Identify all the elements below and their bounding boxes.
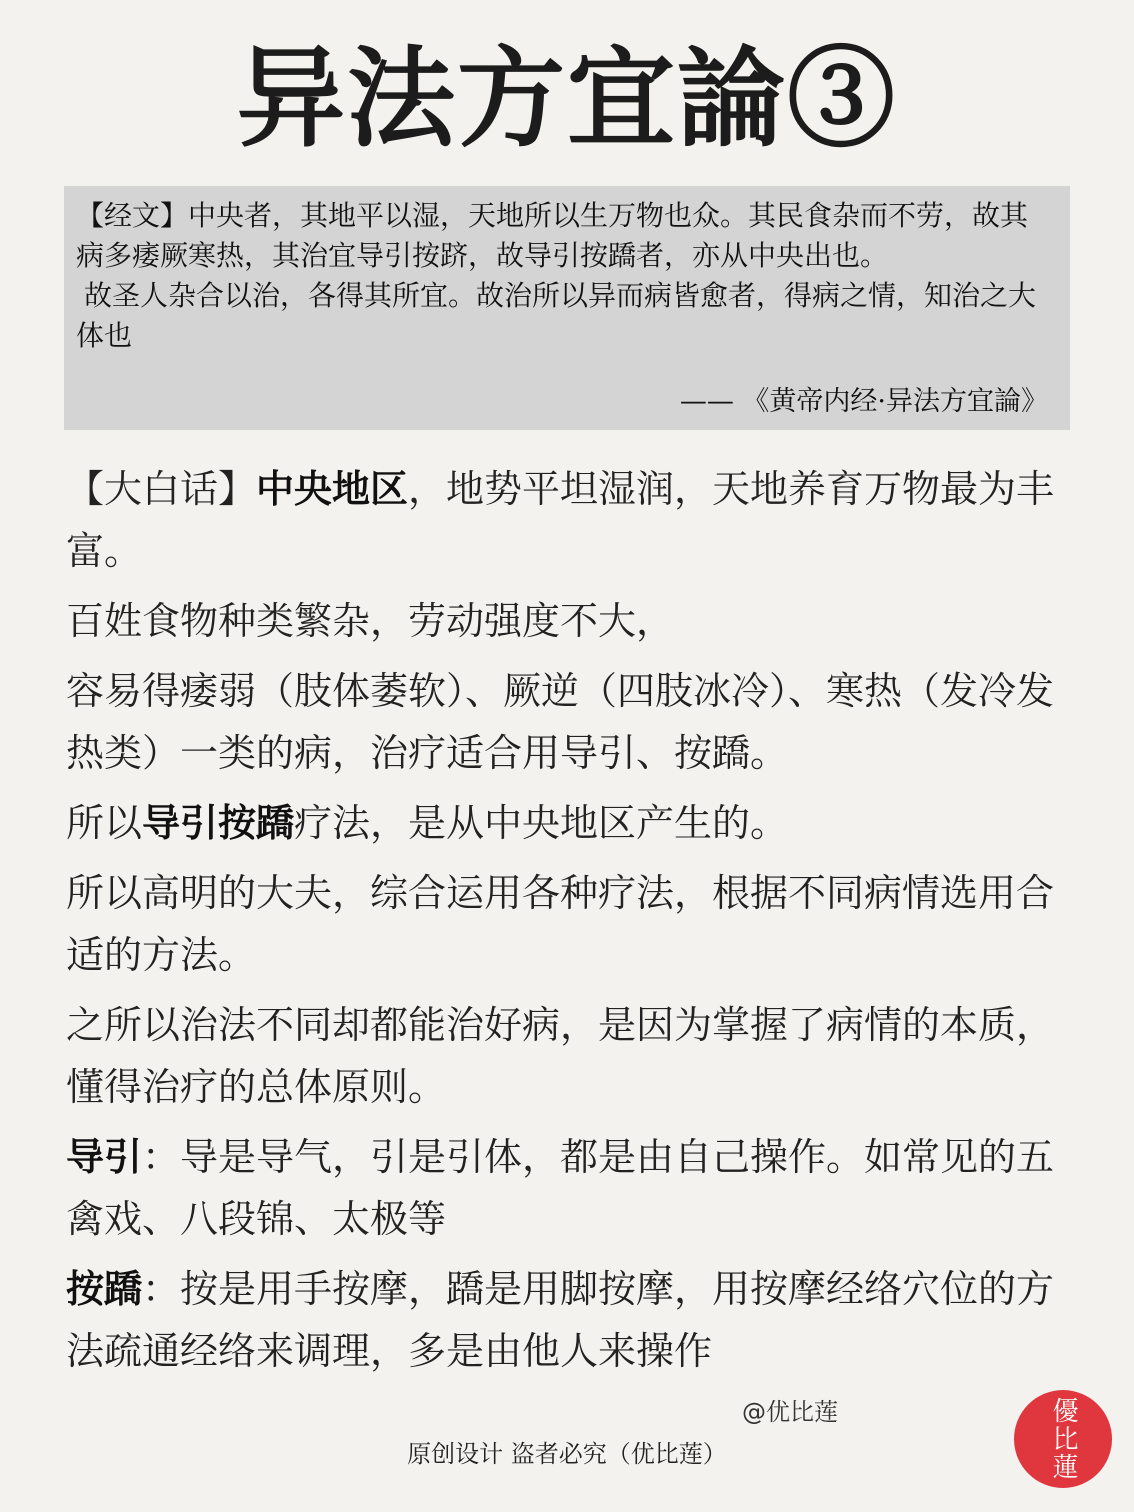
term-anqiao: 按蹻 [66,1267,143,1311]
paragraph-diseases: 容易得痿弱（肢体萎软）、厥逆（四肢冰冷）、寒热（发冷发热类）一类的病，治疗适合用导引、按蹻。 [66,669,1055,775]
paragraph-principle: 之所以治法不同却都能治好病，是因为掌握了病情的本质，懂得治疗的总体原则。 [66,1003,1055,1109]
explanation-text [66,458,1056,1390]
paragraph-people-diet: 百姓食物种类繁杂，劳动强度不大， [66,599,675,643]
classic-paragraph-1: 【经文】中央者，其地平以湿，天地所以生万物也众。其民食杂而不劳，故其病多痿厥寒热，其治宜导引按跻，故导引按蹻者，亦从中央出也。 [76,199,1029,272]
term-daoyin: 导引 [66,1135,143,1179]
highlight-daoyin-anqiao: 导引按蹻 [142,801,295,845]
page-title: 异法方宜論③ [236,36,897,162]
label-plain-speech: 【大白话】 [66,467,257,511]
definition-anqiao: ：按是用手按摩，蹻是用脚按摩，用按摩经络穴位的方法疏通经络来调理，多是由他人来操作 [66,1267,1055,1373]
paragraph-combined-therapy: 所以高明的大夫，综合运用各种疗法，根据不同病情选用合适的方法。 [66,871,1055,977]
copyright-footer: 原创设计 盗者必究（优比莲） [407,1440,727,1468]
seal-logo: 優比蓮 [1014,1390,1112,1488]
paragraph-text: 疗法，是从中央地区产生的。 [294,801,789,845]
paragraph-anqiao [66,1258,1056,1382]
classic-paragraph-2: 故圣人杂合以治，各得其所宜。故治所以异而病皆愈者，得病之情，知治之大体也 [76,279,1037,352]
highlight-central-region: 中央地区 [256,467,409,511]
definition-daoyin: ：导是导气，引是引体，都是由自己操作。如常见的五禽戏、八段锦、太极等 [66,1135,1055,1241]
paragraph-origin [66,792,1056,854]
classic-text-box [64,186,1070,430]
classic-source: —— 《黄帝内经·异法方宜論》 [679,386,1048,417]
paragraph-text: 所以 [66,801,143,845]
paragraph-central-region [66,458,1056,582]
paragraph-text: ，地势平坦湿润，天地养育万物最为丰富。 [66,467,1055,573]
author-handle: @优比莲 [742,1398,838,1426]
paragraph-daoyin [66,1126,1056,1250]
